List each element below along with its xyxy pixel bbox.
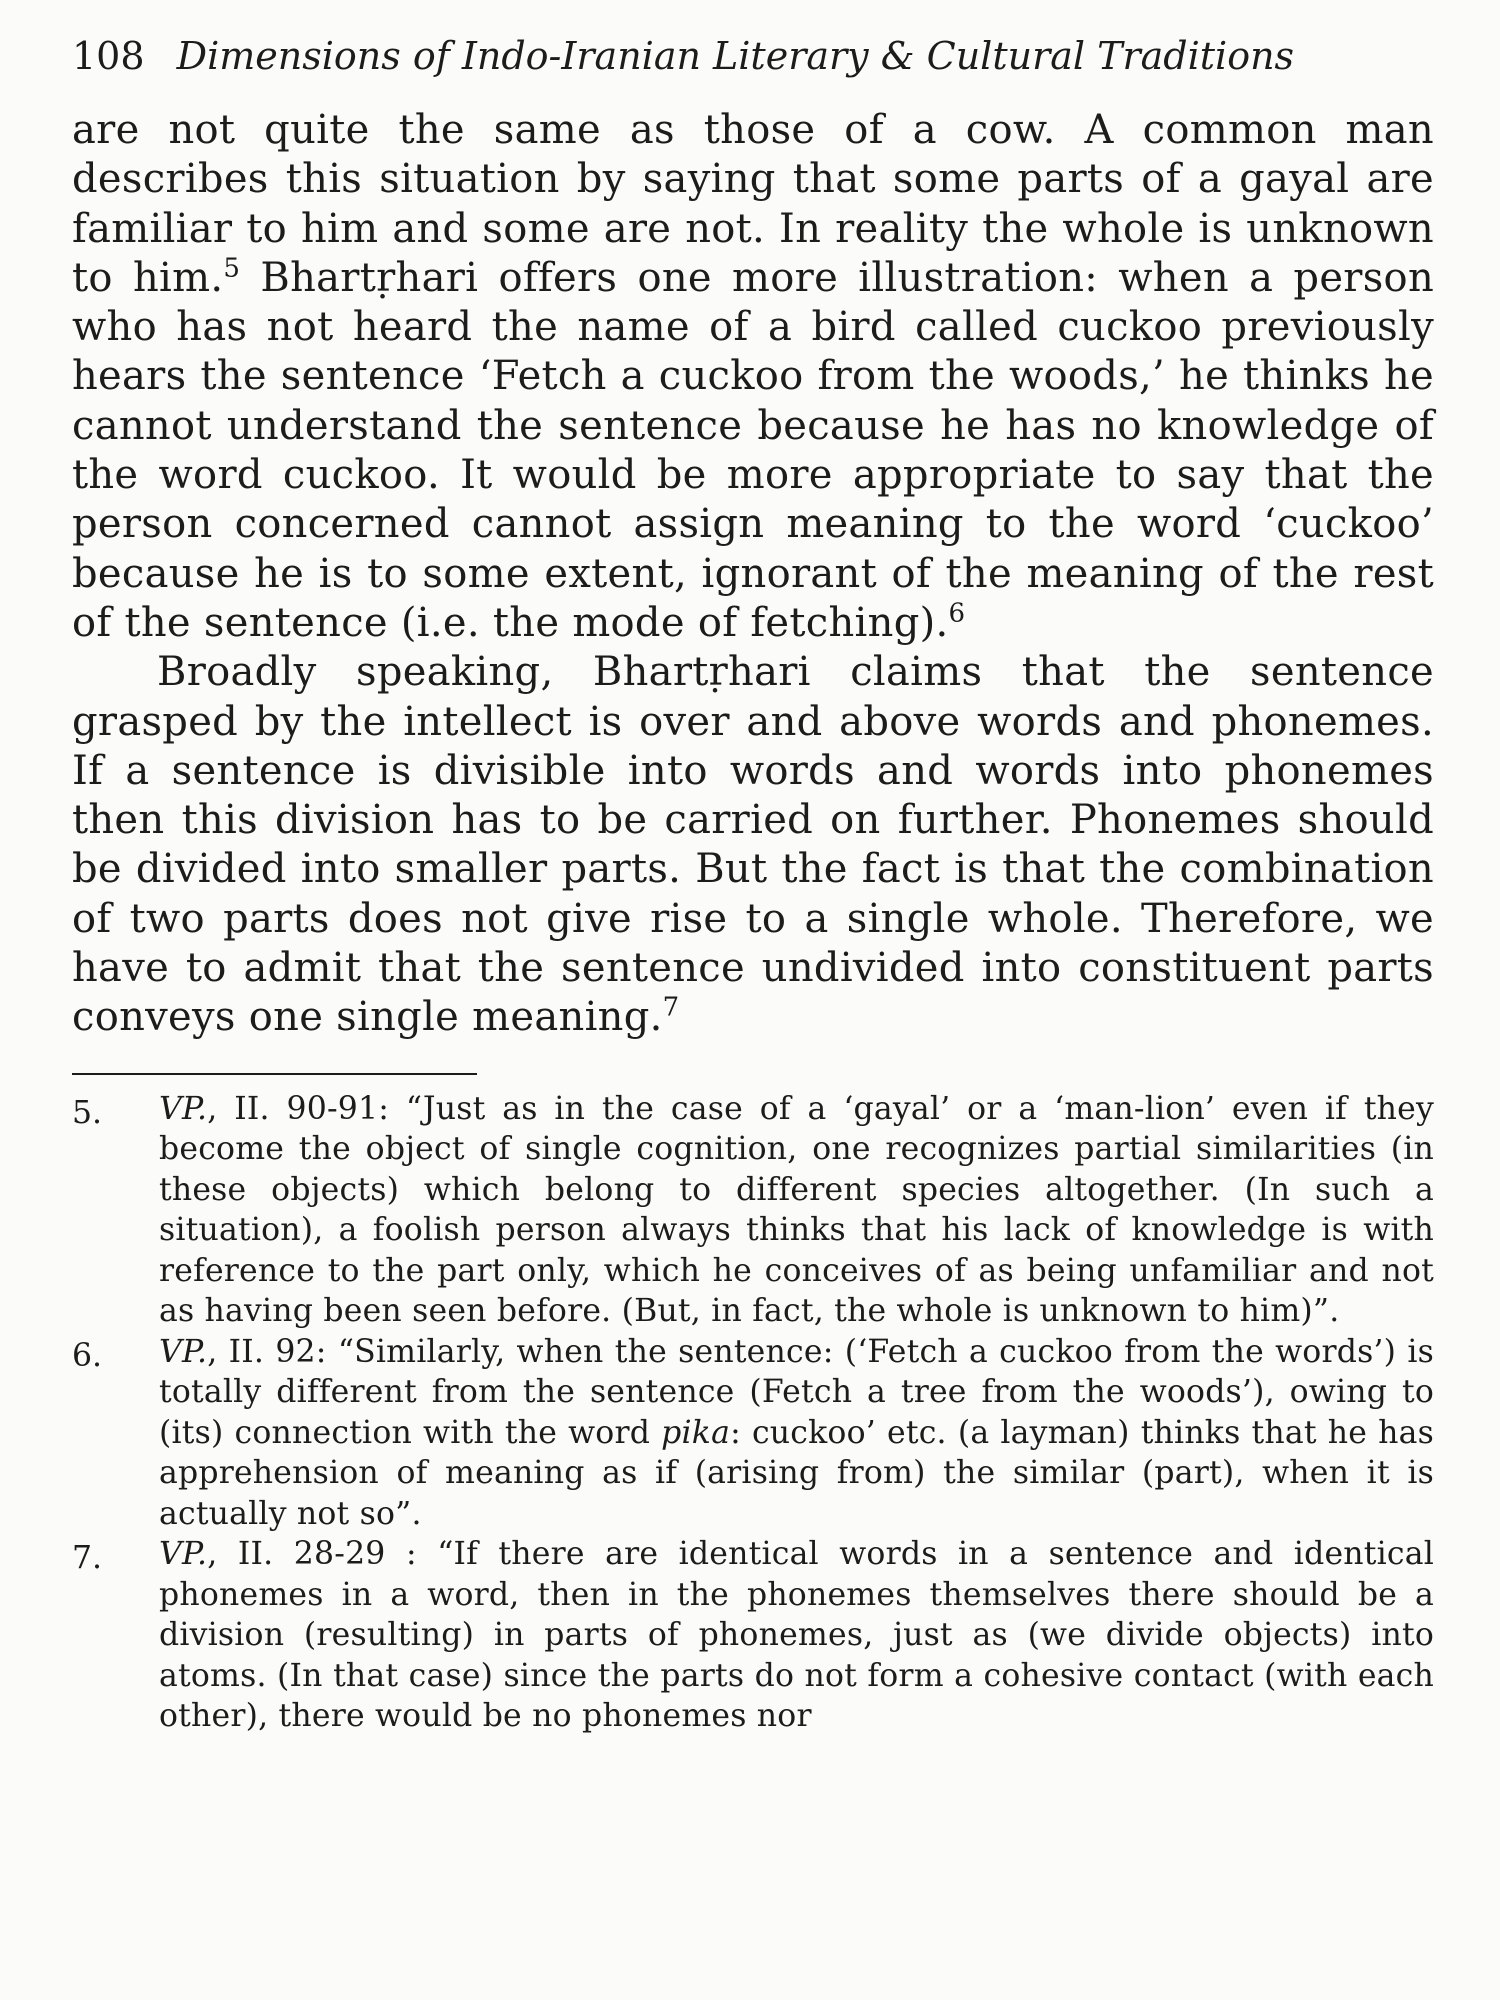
footnote-ref-6: 6	[948, 598, 966, 629]
footnote-text	[159, 1089, 1434, 1332]
footnote-text	[159, 1534, 1434, 1737]
paragraph-1-text-a: are not quite the same as those of a cow. A common man describes this situation by saying that some parts of a gayal are familiar to him and some are not. In reality the whole is unknown to him.	[72, 107, 1434, 301]
footnote-abbreviation: VP.	[159, 1090, 208, 1127]
footnote-number: 7.	[72, 1540, 103, 1577]
footnote-7	[72, 1534, 1434, 1737]
footnote-5	[72, 1089, 1434, 1332]
footnote-text	[159, 1332, 1434, 1535]
book-title: Dimensions of Indo-Iranian Literary & Cultural Traditions	[176, 34, 1295, 78]
footnotes	[72, 1089, 1434, 1737]
footnote-divider	[72, 1073, 477, 1075]
footnote-number: 6.	[72, 1337, 103, 1374]
book-page	[72, 32, 1434, 1737]
page-number: 108	[72, 34, 145, 78]
footnote-body: , II. 90-91: “Just as in the case of a ‘gayal’ or a ‘man-lion’ even if they become the object of single cognition, one recognizes partial similarities (in these objects) which belong to different species altogether. (In such a situation), a foolish person always thinks that his lack of knowledge is with reference to the part only, which he conceives of as being unfamiliar and not as having been seen before. (But, in fact, the whole is unknown to him)”.	[159, 1090, 1434, 1330]
footnote-number: 5.	[72, 1094, 103, 1131]
footnote-body-after: : cuckoo’ etc. (a layman) thinks that he has apprehension of meaning as if (arising from) the similar (part), when it is actually not so”.	[159, 1414, 1434, 1532]
paragraph-1-text-b: Bhartṛhari offers one more illustration: when a person who has not heard the name of a bird called cuckoo previously hears the sentence ‘Fetch a cuckoo from the woods,’ he thinks he cannot understand the sentence because he has no knowledge of the word cuckoo. It would be more appropriate to say that the person concerned cannot assign meaning to the word ‘cuckoo’ because he is to some extent, ignorant of the meaning of the rest of the sentence (i.e. the mode of fetching).	[72, 254, 1435, 646]
footnote-ref-7: 7	[662, 993, 680, 1024]
footnote-abbreviation: VP.	[159, 1536, 208, 1573]
paragraph-2-text: Broadly speaking, Bhartṛhari claims that the sentence grasped by the intellect is over and above words and phonemes. If a sentence is divisible into words and words into phonemes then this division has to be carried on further. Phonemes should be divided into smaller parts. But the fact is that the combination of two parts does not give rise to a single whole. Therefore, we have to admit that the sentence undivided into constituent parts conveys one single meaning.	[72, 649, 1434, 1041]
footnote-body: , II. 28-29 : “If there are identical words in a sentence and identical phonemes in a word, then in the phonemes themselves there should be a division (resulting) in parts of phonemes, just as (we divide objects) into atoms. (In that case) since the parts do not form a cohesive contact (with each other), there would be no phonemes nor	[159, 1536, 1434, 1735]
paragraph-1	[72, 106, 1434, 648]
running-head	[72, 32, 1434, 80]
footnote-italic-term: pika	[661, 1414, 731, 1451]
footnote-6	[72, 1332, 1434, 1535]
footnote-body-before: , II. 92: “Similarly, when the sentence: (‘Fetch a cuckoo from the words’) is totally different from the sentence (Fetch a tree from the woods’), owing to (its) connection with the word	[159, 1333, 1434, 1451]
body-text	[72, 106, 1434, 1043]
paragraph-2	[72, 648, 1434, 1042]
footnote-ref-5: 5	[223, 253, 241, 284]
footnote-abbreviation: VP.	[159, 1333, 208, 1370]
